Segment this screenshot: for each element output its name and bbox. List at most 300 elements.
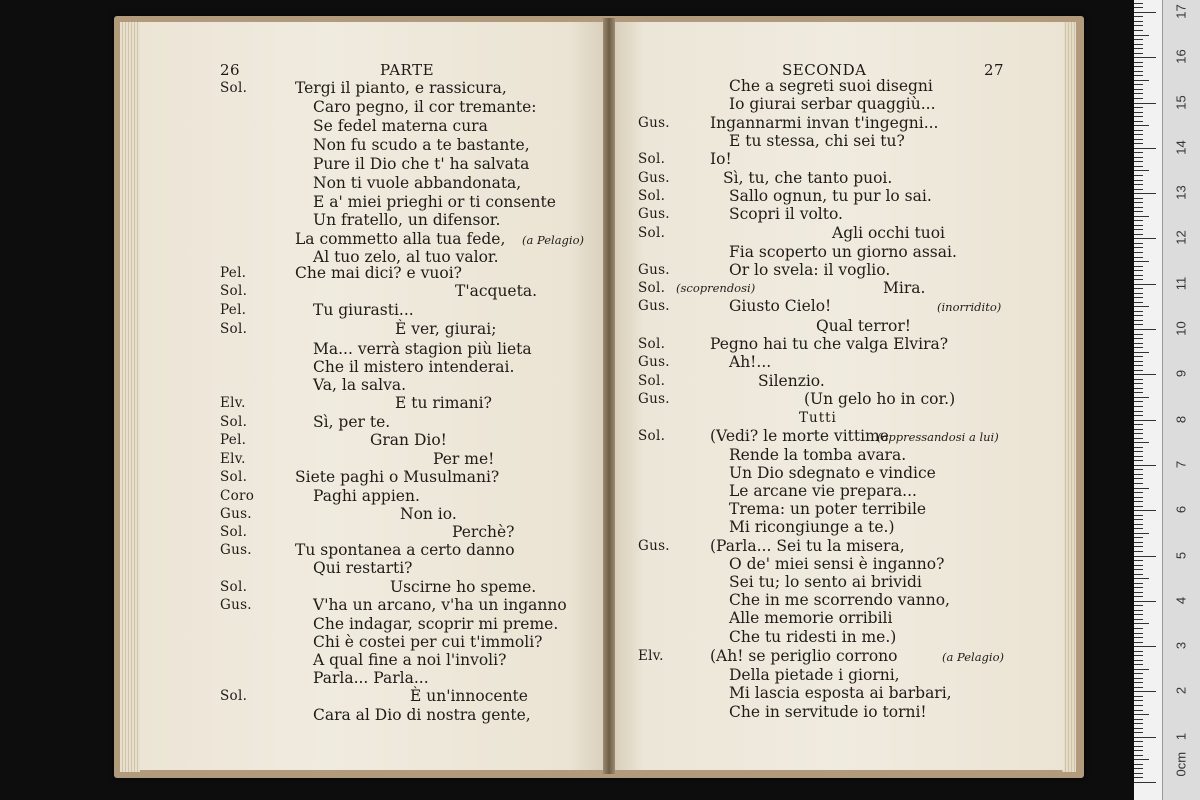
ruler-tick xyxy=(1134,601,1156,602)
ruler-tick xyxy=(1134,610,1143,611)
verse-line: (Vedi? le morte vittime xyxy=(710,427,889,445)
speaker-label: Sol. xyxy=(220,80,248,96)
verse-line: Cara al Dio di nostra gente, xyxy=(313,706,531,724)
speaker-label: Sol. xyxy=(220,688,248,704)
measuring-ruler xyxy=(1134,0,1200,800)
verse-line: Gran Dio! xyxy=(370,431,447,449)
ruler-tick xyxy=(1134,438,1143,439)
ruler-tick xyxy=(1134,80,1149,81)
verse-line: (Parla... Sei tu la misera, xyxy=(710,537,905,555)
ruler-tick xyxy=(1134,35,1149,36)
ruler-tick xyxy=(1134,429,1143,430)
page-number-left: 26 xyxy=(220,61,241,79)
speaker-label: Sol. xyxy=(638,373,666,389)
ruler-tick xyxy=(1134,275,1143,276)
verse-line: Or lo svela: il voglio. xyxy=(729,261,891,279)
running-head-right: SECONDA xyxy=(782,61,867,79)
ruler-tick xyxy=(1134,492,1143,493)
ruler-tick xyxy=(1134,98,1143,99)
ruler-tick xyxy=(1134,370,1143,371)
ruler-number: 10 xyxy=(1173,321,1189,336)
ruler-tick xyxy=(1134,737,1156,738)
verse-line: Qual terror! xyxy=(816,317,912,335)
ruler-tick xyxy=(1134,211,1143,212)
book-gutter xyxy=(603,18,615,774)
ruler-tick xyxy=(1134,21,1143,22)
verse-line: Per me! xyxy=(433,450,495,468)
verse-line: Mi ricongiunge a te.) xyxy=(729,518,895,536)
verse-line: È un'innocente xyxy=(410,687,528,705)
verse-line: O de' miei sensi è inganno? xyxy=(729,555,945,573)
ruler-tick xyxy=(1134,293,1143,294)
ruler-tick xyxy=(1134,642,1143,643)
stage-direction: (scoprendosi) xyxy=(676,281,756,295)
ruler-tick xyxy=(1134,347,1143,348)
verse-line: Che tu ridesti in me.) xyxy=(729,628,897,646)
ruler-tick xyxy=(1134,180,1143,181)
ruler-tick xyxy=(1134,329,1156,330)
verse-line: Che indagar, scoprir mi preme. xyxy=(313,615,559,633)
speaker-label: Coro xyxy=(220,488,255,504)
ruler-tick xyxy=(1134,220,1143,221)
ruler-tick xyxy=(1134,651,1143,652)
verse-line: Alle memorie orribili xyxy=(729,609,893,627)
ruler-tick xyxy=(1134,633,1143,634)
ruler-number: 15 xyxy=(1173,94,1189,110)
ruler-tick xyxy=(1134,379,1143,380)
running-head-left: PARTE xyxy=(380,61,435,79)
verse-line: V'ha un arcano, v'ha un inganno xyxy=(313,596,567,614)
ruler-tick xyxy=(1134,193,1156,194)
ruler-tick xyxy=(1134,25,1143,26)
ruler-tick xyxy=(1134,728,1143,729)
verse-line: Fia scoperto un giorno assai. xyxy=(729,243,957,261)
verse-line: Che mai dici? e vuoi? xyxy=(295,264,462,282)
ruler-tick xyxy=(1134,284,1156,285)
page-edges-right xyxy=(1062,22,1076,772)
speaker-label: Gus. xyxy=(638,115,670,131)
ruler-number: 8 xyxy=(1173,415,1189,423)
ruler-number: 3 xyxy=(1173,641,1189,650)
verse-line: (Ah! se periglio corrono xyxy=(710,647,898,665)
ruler-tick xyxy=(1134,134,1143,135)
verse-line: Non fu scudo a te bastante, xyxy=(313,136,530,154)
ruler-tick xyxy=(1134,7,1143,8)
ruler-tick xyxy=(1134,279,1143,280)
ruler-tick xyxy=(1134,592,1143,593)
ruler-tick xyxy=(1134,456,1143,457)
ruler-tick xyxy=(1134,565,1143,566)
ruler-tick xyxy=(1134,184,1143,185)
ruler-tick xyxy=(1134,583,1143,584)
speaker-label: Gus. xyxy=(638,538,670,554)
verse-line: Qui restarti? xyxy=(313,559,413,577)
verse-line: Ingannarmi invan t'ingegni... xyxy=(710,114,939,132)
ruler-tick xyxy=(1134,343,1143,344)
verse-line: Io giurai serbar quaggiù... xyxy=(729,95,936,113)
ruler-tick xyxy=(1134,515,1143,516)
ruler-tick xyxy=(1134,768,1143,769)
ruler-tick xyxy=(1134,782,1156,783)
verse-line: Tu spontanea a certo danno xyxy=(295,541,515,559)
ruler-tick xyxy=(1134,714,1149,715)
ruler-tick xyxy=(1134,121,1143,122)
ruler-number: 11 xyxy=(1173,276,1189,290)
verse-line: Un fratello, un difensor. xyxy=(313,211,501,229)
ruler-tick xyxy=(1134,270,1143,271)
ruler-tick xyxy=(1134,469,1143,470)
ruler-tick xyxy=(1134,678,1143,679)
ruler-tick xyxy=(1134,777,1143,778)
ruler-tick xyxy=(1134,723,1143,724)
speaker-label: Pel. xyxy=(220,302,247,318)
ruler-tick xyxy=(1134,320,1143,321)
speaker-label: Gus. xyxy=(638,354,670,370)
speaker-label: Elv. xyxy=(220,451,246,467)
ruler-tick xyxy=(1134,116,1143,117)
ruler-tick xyxy=(1134,75,1143,76)
verse-line: Agli occhi tuoi xyxy=(832,224,946,242)
ruler-number: 9 xyxy=(1173,370,1189,378)
ruler-tick xyxy=(1134,229,1143,230)
ruler-tick xyxy=(1134,460,1143,461)
ruler-tick xyxy=(1134,89,1143,90)
ruler-tick xyxy=(1134,483,1143,484)
ruler-tick xyxy=(1134,537,1143,538)
ruler-tick xyxy=(1134,53,1143,54)
ruler-tick xyxy=(1134,170,1149,171)
ruler-tick xyxy=(1134,764,1143,765)
ruler-tick xyxy=(1134,216,1149,217)
verse-line: Chi è costei per cui t'immoli? xyxy=(313,633,543,651)
ruler-tick xyxy=(1134,66,1143,67)
ruler-tick xyxy=(1134,175,1143,176)
speaker-label: Sol. xyxy=(638,336,666,352)
ruler-tick xyxy=(1134,388,1143,389)
ruler-tick xyxy=(1134,288,1143,289)
verse-line: Rende la tomba avara. xyxy=(729,446,907,464)
verse-line: Silenzio. xyxy=(758,372,825,390)
speaker-label: Pel. xyxy=(220,265,247,281)
ruler-tick xyxy=(1134,578,1149,579)
ruler-tick xyxy=(1134,103,1156,104)
ruler-tick xyxy=(1134,447,1143,448)
ruler-tick xyxy=(1134,497,1143,498)
speaker-label: Elv. xyxy=(220,395,246,411)
ruler-number: 14 xyxy=(1173,140,1189,155)
ruler-tick xyxy=(1134,433,1143,434)
verse-line: Se fedel materna cura xyxy=(313,117,488,135)
ruler-tick xyxy=(1134,39,1143,40)
ruler-tick xyxy=(1134,401,1143,402)
ruler-tick xyxy=(1134,719,1143,720)
ruler-number: 16 xyxy=(1173,49,1189,64)
ruler-tick xyxy=(1134,44,1143,45)
ruler-tick xyxy=(1134,356,1143,357)
verse-line: E a' miei prieghi or ti consente xyxy=(313,193,556,211)
ruler-tick xyxy=(1134,669,1149,670)
ruler-tick xyxy=(1134,238,1156,239)
ruler-number: 7 xyxy=(1173,460,1189,469)
ruler-tick xyxy=(1134,623,1149,624)
ruler-tick xyxy=(1134,334,1143,335)
ruler-tick xyxy=(1134,700,1143,701)
ruler-tick xyxy=(1134,306,1149,307)
speaker-label: Gus. xyxy=(638,206,670,222)
verse-line: Sallo ognun, tu pur lo sai. xyxy=(729,187,932,205)
ruler-tick xyxy=(1134,524,1143,525)
stage-direction: (appressandosi a lui) xyxy=(877,430,999,444)
verse-line: Tergi il pianto, e rassicura, xyxy=(295,79,507,97)
stage-direction: (a Pelagio) xyxy=(522,233,585,247)
ruler-tick xyxy=(1134,510,1156,511)
verse-line: Caro pegno, il cor tremante: xyxy=(313,98,537,116)
ruler-number: 1 xyxy=(1173,732,1189,740)
speaker-label: Pel. xyxy=(220,432,247,448)
ruler-tick xyxy=(1134,247,1143,248)
ruler-tick xyxy=(1134,773,1143,774)
ruler-tick xyxy=(1134,551,1143,552)
ruler-tick xyxy=(1134,542,1143,543)
page-edges-left xyxy=(120,22,140,772)
verse-line: Pure il Dio che t' ha salvata xyxy=(313,155,530,173)
verse-line: Sei tu; lo sento ai brividi xyxy=(729,573,922,591)
verse-line: Parla... Parla... xyxy=(313,669,429,687)
verse-line: Tu giurasti... xyxy=(313,301,414,319)
ruler-tick xyxy=(1134,93,1143,94)
speaker-label: Sol. xyxy=(220,283,248,299)
ruler-tick xyxy=(1134,157,1143,158)
verse-line: Che in me scorrendo vanno, xyxy=(729,591,950,609)
ruler-tick xyxy=(1134,691,1156,692)
ruler-tick xyxy=(1134,297,1143,298)
ruler-tick xyxy=(1134,207,1143,208)
page-number-right: 27 xyxy=(984,61,1005,79)
verse-line: T'acqueta. xyxy=(455,282,537,300)
ruler-number: 4 xyxy=(1173,596,1189,604)
ruler-tick xyxy=(1134,741,1143,742)
ruler-tick xyxy=(1134,3,1143,4)
verse-line: Al tuo zelo, al tuo valor. xyxy=(313,248,499,266)
ruler-tick xyxy=(1134,488,1149,489)
verse-line: Che in servitude io torni! xyxy=(729,703,927,721)
ruler-tick xyxy=(1134,415,1143,416)
ruler-tick xyxy=(1134,560,1143,561)
ruler-tick xyxy=(1134,107,1143,108)
ruler-tick xyxy=(1134,62,1143,63)
ruler-tick xyxy=(1134,84,1143,85)
ruler-tick xyxy=(1134,198,1143,199)
speaker-label: Gus. xyxy=(638,298,670,314)
ruler-tick xyxy=(1134,682,1143,683)
ruler-number: 6 xyxy=(1173,506,1189,514)
ruler-tick xyxy=(1134,673,1143,674)
ruler-tick xyxy=(1134,266,1143,267)
ruler-tick xyxy=(1134,746,1143,747)
verse-line: Sì, tu, che tanto puoi. xyxy=(723,169,893,187)
stage-direction: (inorridito) xyxy=(937,300,1002,314)
ruler-tick xyxy=(1134,397,1149,398)
ruler-tick xyxy=(1134,315,1143,316)
ruler-tick xyxy=(1134,655,1143,656)
ruler-number: 13 xyxy=(1173,185,1189,200)
verse-line: Non io. xyxy=(400,505,457,523)
verse-line: Un Dio sdegnato e vindice xyxy=(729,464,936,482)
ruler-tick xyxy=(1134,451,1143,452)
ruler-tick xyxy=(1134,143,1143,144)
verse-line: Paghi appien. xyxy=(313,487,420,505)
ruler-number: 2 xyxy=(1173,687,1189,695)
ruler-tick xyxy=(1134,528,1143,529)
ruler-tick xyxy=(1134,257,1143,258)
speaker-label: Gus. xyxy=(638,391,670,407)
ruler-tick xyxy=(1134,755,1143,756)
verse-line: Le arcane vie prepara... xyxy=(729,482,917,500)
speaker-label: Elv. xyxy=(638,648,664,664)
ruler-number: 5 xyxy=(1173,551,1189,559)
ruler-tick xyxy=(1134,16,1143,17)
speaker-label: Sol. xyxy=(220,524,248,540)
ruler-tick xyxy=(1134,646,1156,647)
ruler-tick xyxy=(1134,139,1143,140)
verse-line: (Un gelo ho in cor.) xyxy=(804,390,956,408)
ruler-tick xyxy=(1134,710,1143,711)
verse-line: Giusto Cielo! xyxy=(729,297,832,315)
ruler-tick xyxy=(1134,361,1143,362)
ruler-tick xyxy=(1134,411,1143,412)
ruler-tick xyxy=(1134,225,1143,226)
ruler-tick xyxy=(1134,12,1156,13)
ruler-tick xyxy=(1134,478,1143,479)
ruler-tick xyxy=(1134,261,1149,262)
ruler-tick xyxy=(1134,732,1143,733)
ruler-tick xyxy=(1134,569,1143,570)
speaker-label: Gus. xyxy=(638,170,670,186)
ruler-tick xyxy=(1134,501,1143,502)
verse-line: Io! xyxy=(710,150,732,168)
verse-line: Sì, per te. xyxy=(313,413,391,431)
ruler-tick xyxy=(1134,311,1143,312)
ruler-tick xyxy=(1134,392,1143,393)
verse-line: Scopri il volto. xyxy=(729,205,843,223)
ruler-tick xyxy=(1134,587,1143,588)
ruler-number: 0cm xyxy=(1173,751,1189,777)
verse-line: Non ti vuole abbandonata, xyxy=(313,174,522,192)
speaker-label: Sol. xyxy=(638,188,666,204)
verse-line: Siete paghi o Musulmani? xyxy=(295,468,500,486)
ruler-tick xyxy=(1134,759,1149,760)
ruler-tick xyxy=(1134,125,1149,126)
ruler-number: 17 xyxy=(1173,4,1189,19)
ruler-tick xyxy=(1134,202,1143,203)
speaker-label: Sol. xyxy=(638,280,666,296)
speaker-label: Sol. xyxy=(220,579,248,595)
ruler-tick xyxy=(1134,556,1156,557)
ruler-number: 12 xyxy=(1173,230,1189,246)
verse-line: È ver, giurai; xyxy=(395,320,497,338)
ruler-tick xyxy=(1134,660,1143,661)
speaker-label: Gus. xyxy=(220,506,252,522)
stage-direction: (a Pelagio) xyxy=(942,650,1005,664)
ruler-tick xyxy=(1134,161,1143,162)
ruler-tick xyxy=(1134,406,1143,407)
verse-line: Trema: un poter terribile xyxy=(729,500,927,518)
ruler-tick xyxy=(1134,574,1143,575)
ruler-tick xyxy=(1134,596,1143,597)
speaker-label: Sol. xyxy=(638,428,666,444)
ruler-tick xyxy=(1134,324,1143,325)
speaker-label: Sol. xyxy=(220,321,248,337)
ruler-tick xyxy=(1134,130,1143,131)
ruler-tick xyxy=(1134,605,1143,606)
ruler-tick xyxy=(1134,533,1149,534)
ruler-tick xyxy=(1134,465,1156,466)
speaker-label: Gus. xyxy=(638,262,670,278)
ruler-tick xyxy=(1134,374,1156,375)
speaker-label: Sol. xyxy=(220,469,248,485)
chorus-label: Tutti xyxy=(799,410,837,426)
ruler-tick xyxy=(1134,687,1143,688)
ruler-tick xyxy=(1134,696,1143,697)
ruler-tick xyxy=(1134,302,1143,303)
ruler-tick xyxy=(1134,628,1143,629)
speaker-label: Sol. xyxy=(638,151,666,167)
ruler-tick xyxy=(1134,234,1143,235)
verse-line: E tu rimani? xyxy=(395,394,492,412)
verse-line: Ah!... xyxy=(729,353,772,371)
ruler-tick xyxy=(1134,352,1149,353)
ruler-tick xyxy=(1134,71,1143,72)
verse-line: Uscirne ho speme. xyxy=(390,578,537,596)
ruler-tick xyxy=(1134,664,1143,665)
verse-line: Pegno hai tu che valga Elvira? xyxy=(710,335,949,353)
verse-line: Ma... verrà stagion più lieta xyxy=(313,340,532,358)
verse-line: E tu stessa, chi sei tu? xyxy=(729,132,905,150)
ruler-tick xyxy=(1134,705,1143,706)
ruler-tick xyxy=(1134,112,1143,113)
ruler-tick xyxy=(1134,189,1143,190)
verse-line: Va, la salva. xyxy=(313,376,407,394)
verse-line: A qual fine a noi l'involi? xyxy=(313,651,507,669)
ruler-tick xyxy=(1134,48,1143,49)
ruler-tick xyxy=(1134,148,1156,149)
verse-line: Mi lascia esposta ai barbari, xyxy=(729,684,952,702)
verse-line: Che il mistero intenderai. xyxy=(313,358,515,376)
ruler-tick xyxy=(1134,442,1149,443)
ruler-tick xyxy=(1134,519,1143,520)
speaker-label: Gus. xyxy=(220,542,252,558)
ruler-tick xyxy=(1134,546,1143,547)
ruler-tick xyxy=(1134,365,1143,366)
verse-line: La commetto alla tua fede, xyxy=(295,230,506,248)
ruler-tick xyxy=(1134,152,1143,153)
ruler-tick xyxy=(1134,338,1143,339)
ruler-tick xyxy=(1134,243,1143,244)
ruler-tick xyxy=(1134,474,1143,475)
ruler-tick xyxy=(1134,420,1156,421)
ruler-tick xyxy=(1134,506,1143,507)
verse-line: Che a segreti suoi disegni xyxy=(729,77,933,95)
ruler-tick xyxy=(1134,57,1156,58)
ruler-tick xyxy=(1134,166,1143,167)
speaker-label: Gus. xyxy=(220,597,252,613)
speaker-label: Sol. xyxy=(220,414,248,430)
verse-line: Della pietade i giorni, xyxy=(729,666,900,684)
verse-line: Perchè? xyxy=(452,523,515,541)
ruler-tick xyxy=(1134,424,1143,425)
ruler-tick xyxy=(1134,30,1143,31)
ruler-tick xyxy=(1134,637,1143,638)
